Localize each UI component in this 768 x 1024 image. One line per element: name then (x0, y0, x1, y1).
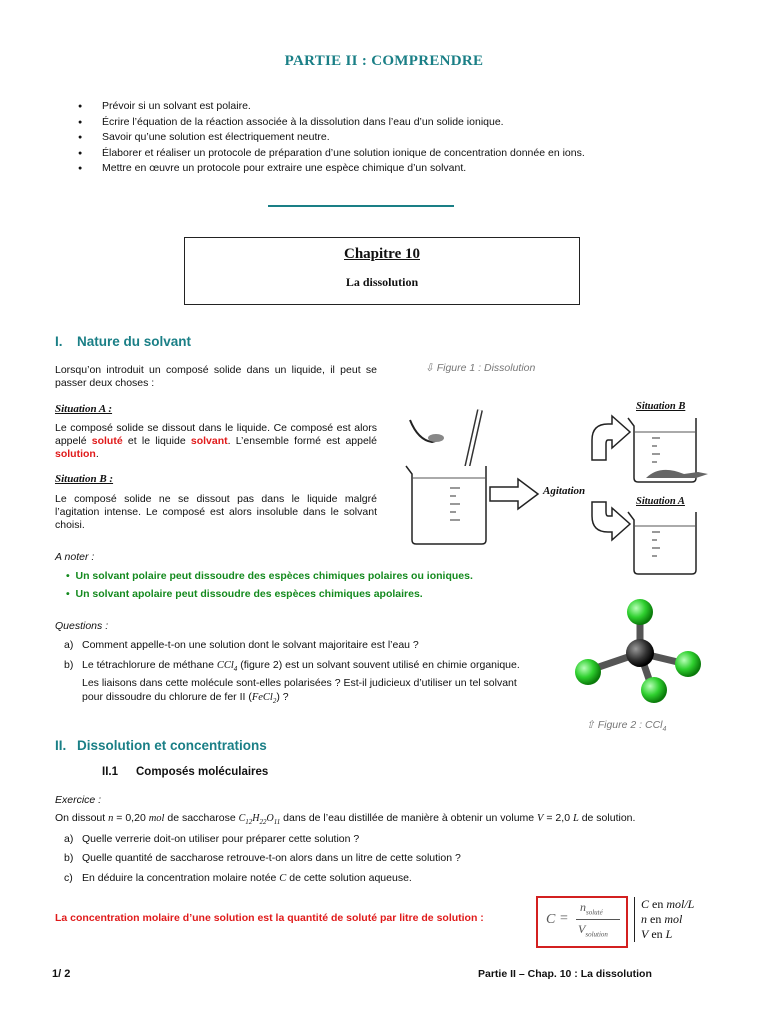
chapter-box (184, 237, 580, 305)
section-2-number: II. (55, 738, 67, 753)
exercise-label: Exercice : (55, 794, 102, 806)
subsection-heading: II.1 Composés moléculaires (102, 766, 269, 778)
exercise-question-a: a) Quelle verrerie doit-on utiliser pour préparer cette solution ? (64, 833, 360, 845)
divider (268, 205, 454, 207)
part-title: PARTIE II : COMPRENDRE (284, 53, 484, 69)
term-solute: soluté (91, 435, 123, 447)
section-2-heading (55, 738, 267, 753)
chapter-title: Chapitre 10 (344, 246, 420, 262)
objectives-list (78, 99, 585, 177)
powder-icon (428, 434, 444, 442)
chapter-subtitle: La dissolution (345, 275, 419, 289)
term-solution: solution (55, 448, 96, 460)
legend-item: n en mol (641, 912, 683, 926)
exercise-statement: On dissout n = 0,20 mol de saccharose $C_{12}H_{22}O_{11}$ dans de l’eau distillée de manière à obtenir un volume V = 2,0 L de solution. (55, 812, 636, 826)
legend-item: C en mol/L (641, 897, 695, 911)
objective-item: ● Mettre en œuvre un protocole pour extraire une espèce chimique d’un solvant. (78, 161, 585, 177)
figure-label-situation-b: Situation B (636, 401, 686, 412)
situation-b-text: Le composé solide ne se dissout pas dans le liquide malgré l’agitation intense. Le composé est alors insoluble dans le solvant choisi. (55, 493, 377, 531)
section-2-title: Dissolution et concentrations (77, 738, 267, 753)
curved-arrow-up-icon (592, 416, 630, 460)
legend-item: V en L (641, 927, 673, 941)
formula-equals: = (560, 911, 568, 926)
formula-lhs: C (546, 912, 556, 927)
note-item: • Un solvant apolaire peut dissoudre des espèces chimiques apolaires. (66, 588, 423, 600)
objective-item: ● Prévoir si un solvant est polaire. (78, 99, 585, 115)
formula-numerator: $n_{soluté}$ (580, 900, 603, 917)
term-solvent: solvant (190, 435, 228, 447)
figure-label-agitation: Agitation (543, 485, 586, 497)
arrow-right-icon (490, 479, 538, 509)
formula-denominator: $V_{solution}$ (578, 922, 608, 939)
units-legend (634, 897, 694, 942)
objective-item: ● Savoir qu’une solution est électriquement neutre. (78, 130, 585, 146)
curved-arrow-down-icon (592, 502, 630, 540)
situation-a-text: Le composé solide se dissout dans le liquide. Ce composé est alors appelé soluté et le liquide solvant. L’ensemble formé est appelé solution. (55, 422, 377, 460)
question-b: b) Le tétrachlorure de méthane CCl$_4$ (figure 2) est un solvant souvent utilisé en chimie organique. Les liaisons dans cette molécule sont-elles polarisées ? Est-il judicieux d’utiliser un tel solvant pour dissoudre du chlorure de fer II (FeCl$_2$) ? (64, 659, 520, 706)
intro-paragraph: Lorsqu’on introduit un composé solide dans un liquide, il peut se passer deux choses : (55, 364, 377, 389)
questions-label: Questions : (55, 620, 109, 632)
objective-item: ● Élaborer et réaliser un protocole de préparation d’une solution ionique de concentration donnée en ions. (78, 146, 585, 162)
objective-item: ● Écrire l’équation de la réaction associée à la dissolution dans l’eau d’un solide ionique. (78, 115, 585, 131)
section-1-number: I. (55, 334, 63, 349)
definition-text: La concentration molaire d’une solution est la quantité de soluté par litre de solution : (55, 912, 484, 924)
beaker-icon (406, 466, 486, 544)
formula-box (536, 896, 628, 948)
page-number: 1/ 2 (52, 968, 71, 980)
footer-title: Partie II – Chap. 10 : La dissolution (478, 968, 652, 980)
note-label: A noter : (55, 551, 95, 563)
situation-a-title: Situation A : (55, 403, 113, 415)
figure-1-caption: ⇩ Figure 1 : Dissolution (425, 362, 536, 374)
exercise-question-b: b) Quelle quantité de saccharose retrouve-t-on alors dans un litre de cette solution ? (64, 852, 461, 864)
section-1-heading (55, 334, 191, 349)
figure-2-caption: ⇧ Figure 2 : CCl$_4$ (586, 719, 667, 734)
fraction-bar (576, 919, 620, 920)
question-a: a) Comment appelle-t-on une solution dont le solvant majoritaire est l’eau ? (64, 639, 419, 651)
figure-label-situation-a: Situation A (636, 496, 685, 507)
note-item: • Un solvant polaire peut dissoudre des espèces chimiques polaires ou ioniques. (66, 570, 473, 582)
beaker-icon (628, 512, 696, 574)
section-1-title: Nature du solvant (77, 334, 192, 349)
sucrose-formula: $C_{12}H_{22}O_{11}$ (238, 813, 281, 826)
ccl4-molecule-icon (568, 598, 708, 708)
exercise-question-c: c) En déduire la concentration molaire notée C de cette solution aqueuse. (64, 872, 412, 884)
beaker-icon (628, 418, 708, 482)
situation-b-title: Situation B : (55, 473, 114, 485)
